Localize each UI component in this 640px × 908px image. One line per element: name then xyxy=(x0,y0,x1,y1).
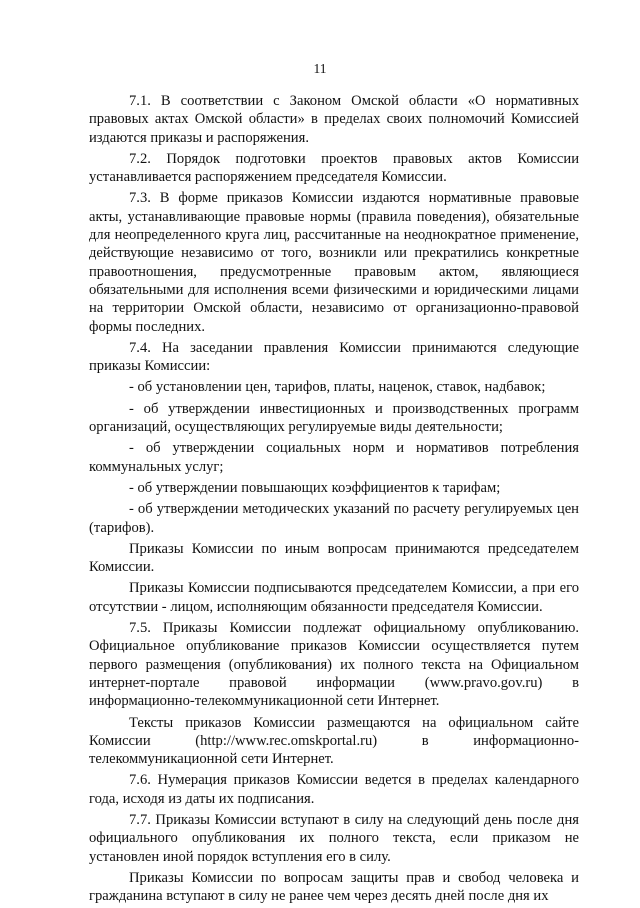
paragraph-signing: Приказы Комиссии подписываются председателем Комиссии, а при его отсутствии - лицом, исполняющим обязанности председателя Комиссии. xyxy=(89,580,579,615)
list-item-coefficients: - об утверждении повышающих коэффициентов к тарифам; xyxy=(129,479,501,496)
list-item-prices: - об установлении цен, тарифов, платы, наценок, ставок, надбавок; xyxy=(129,379,546,396)
paragraph-7-1: 7.1. В соответствии с Законом Омской области «О нормативных правовых актах Омской области» в пределах своих полномочий Комиссией издаются приказы и распоряжения. xyxy=(89,93,579,146)
paragraph-7-7: 7.7. Приказы Комиссии вступают в силу на следующий день после дня официального опубликования их полного текста, если приказом не установлен иной порядок вступления его в силу. xyxy=(89,811,579,865)
list-item-methodical-guidelines: - об утверждении методических указаний по расчету регулируемых цен (тарифов). xyxy=(89,501,579,536)
paragraph-7-2: 7.2. Порядок подготовки проектов правовых актов Комиссии устанавливается распоряжением председателя Комиссии. xyxy=(89,150,579,186)
paragraph-7-3: 7.3. В форме приказов Комиссии издаются нормативные правовые акты, устанавливающие правовые нормы (правила поведения), обязательные для неопределенного круга лиц, рассчитанные на неоднократное применение, действующие независимо от того, возникли или прекратились конкретные правоотношения, предусмотренные правовым актом, являющиеся обязательными для исполнения всеми физическими и юридическими лицами на территории Омской области, независимо от организационно-правовой формы последних. xyxy=(89,190,579,335)
paragraph-website: Тексты приказов Комиссии размещаются на официальном сайте Комиссии (http://www.rec.omskportal.ru) в информационно-телекоммуникационной сети Интернет. xyxy=(89,714,579,768)
paragraph-other-orders: Приказы Комиссии по иным вопросам принимаются председателем Комиссии. xyxy=(89,540,579,576)
list-item-investment-programs: - об утверждении инвестиционных и производственных программ организаций, осуществляющих регулируемые виды деятельности; xyxy=(89,400,579,436)
page-number: 11 xyxy=(313,61,327,76)
paragraph-7-6: 7.6. Нумерация приказов Комиссии ведется в пределах календарного года, исходя из даты их подписания. xyxy=(89,772,579,807)
paragraph-7-4: 7.4. На заседании правления Комиссии принимаются следующие приказы Комиссии: xyxy=(89,339,579,375)
paragraph-rights-freedoms: Приказы Комиссии по вопросам защиты прав и свобод человека и гражданина вступают в силу не ранее чем через десять дней после дня их xyxy=(89,869,579,905)
list-item-social-norms: - об утверждении социальных норм и нормативов потребления коммунальных услуг; xyxy=(89,440,579,475)
document-body xyxy=(89,92,579,908)
paragraph-7-5: 7.5. Приказы Комиссии подлежат официальному опубликованию. Официальное опубликование приказов Комиссии осуществляется путем первого размещения (опубликования) их полного текста на Официальном интернет-портале правовой информации (www.pravo.gov.ru) в информационно-телекоммуникационной сети Интернет. xyxy=(89,620,579,710)
